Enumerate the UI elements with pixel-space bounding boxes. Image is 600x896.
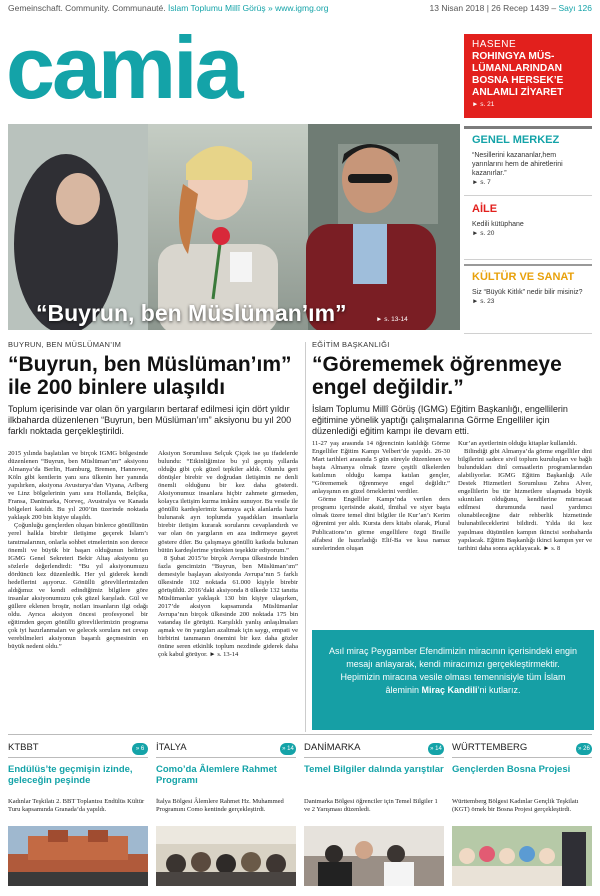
article1-kicker: BUYRUN, BEN MÜSLÜMAN’IM: [8, 340, 122, 349]
article1-page-ref[interactable]: ► s. 13-14: [209, 651, 239, 659]
teaser-text: Kadınlar Teşkilatı 2. BBT Toplantısı Endülüs Kültür Turu kapsamında Granada’da yapıldı.: [8, 798, 145, 813]
mirac-kandili-box: [312, 630, 594, 730]
teaser-text: İtalya Bölgesi Âlemlere Rahmet Hz. Muhammed Programını Como kentinde gerçekleştirdi.: [156, 798, 284, 813]
aile-text: Kedili kütüphane: [472, 221, 524, 228]
article1-title: “Buyrun, ben Müslüman’ım” ile 200 binlere ulaşıldı: [8, 353, 292, 399]
teaser-headline: Gençlerden Bosna Projesi: [452, 764, 571, 775]
article2-col3-p1: 11-27 yaş arasında 14 öğrencinin katıldığı Görme Engelliler Eğitim Kampı Velbert’de yapıldı. 26-30 Mart tarihleri arasında 5 gün süreyle düzenlenen ve başta Almanya olmak üzere çeşitli ülkelerden katılımın olduğu kampa katılan gençler, “Görememek öğrenmeye engel değildir.” anlayışının en güzel örneklerini verdiler.: [312, 440, 450, 496]
aile-page-ref: ► s. 20: [472, 230, 495, 237]
hasene-kicker: HASENE: [472, 39, 517, 50]
article2-col4-p2-text: Bilindiği gibi Almanya’da görme engelliler dini bilgilerini sadece sivil toplum kuruluşları ve bağlı bulundukları dinî cemaatlerin programlarından alabiliyorlar. IGMG Eğitim Başkanlığı Aile Destek Hizmetleri Sorumlusu Zehra Alver, engellilerin bu tür hizmetlere ulaşmada büyük sıkıntıları olduğunu, kendilerine mürracaat edilmesi durumunda nasıl yardımcı olunabileceğine dair rehberlik hizmetinde bulunabileceklerini bildirdi. Yılda iki kez yapılması düşünülen kampın ikincisi sonbaharda yapılacak. Eğitim Başkanlığı ikinci kampın yer ve tarihini daha sonra açıklayacak.: [458, 448, 592, 552]
article2-col3-p2: Görme Engelliler Kampı’nda verilen ders programı içerisinde akaid, ilmihal ve siyer başta olmak üzere temel dini bilgiler ile Kur’an’ı Kerim öğrenimi yer aldı. Kursta ders kitabı olarak, Plural Publications’ın görme engellilere özgü Braille alfabesi ile hazırladığı Elif-Ba ve kısa namaz surelerinden oluşan: [312, 496, 450, 552]
article1-col2-p1: Aksiyon Sorumlusu Selçuk Çiçek ise şu ifadelerde bulundu: “Etkinliğimize bu yıl geçmiş yıllarda olduğu gibi çok güzel tepkiler aldık. Olumlu geri dönüşler birebir ve doğrudan iletişimin ne denli önemli olduğunu bir kez daha gösterdi. Aksiyonumuz insanlara hiçbir zahmete girmeden, kolayca iletişim kurma imkânı sunuyor. Bu vesile ile gönüllü kardeşlerimiz kamuya açık alanlarda hazır bulunarak ayrı toplumda yaşadıkları insanlarla birebir iletişim kurarak sorularını cevaplandırdı ve var olan ön yargıların en aza indirmeye gayret göstere diler. Bu çalışmaya gönüllü katkıda bulunan bütün kardeşlerime yürekten teşekkür ediyorum.”: [158, 450, 298, 554]
article2-column-2: [458, 440, 592, 553]
teaser-photo: [156, 826, 296, 886]
article2-col4-p2: [458, 448, 592, 553]
teaser-section: İTALYA: [156, 742, 187, 753]
genel-merkez-text: “Nesillerini kazananlar,hem yarınlarını hem de ahiretlerini kazanırlar.”: [472, 152, 563, 177]
teaser-headline: Temel Bilgiler dalında yarıştılar: [304, 764, 444, 775]
teaser-section: DANİMARKA: [304, 742, 361, 753]
article1-column-2: [158, 450, 298, 659]
article1-col2-p2-text: 8 Şubat 2015’te birçok Avrupa ülkesinde binden fazla gencimizin “Buyrun, ben Müslüman’ım” demesiyle başlayan aksiyonda Avrupa’nın 5 farklı ülkesinde 102 noktada 61.000 kişiyle birebir görüşüldü. 2016’daki aksiyonda 8 ülkede 132 tanıtta Müslümanlar yaklaşık 130 bin kişiye ulaşırken, 2017’de aksiyon kapsamında Müslümanlar Avrupa’nın birçok ülkesinde 200 noktada 175 bin vatandaş ile görüştü. Karşılıklı yanlış anlaşılmaları aşmak ve ön yargıları azaltmak için saygı, empati ve birbirini tanımanın önemini bir kez daha gözler önüne seren etkinlik toplum nezdinde giderek daha çok kabul görüyor.: [158, 554, 298, 659]
kultur-sanat-text: Siz “Büyük Kitlık” nedir bilir misiniz?: [472, 289, 583, 296]
teaser-danimarka[interactable]: [304, 742, 444, 886]
masthead-strip: [8, 2, 592, 16]
camia-logo: camia: [6, 18, 241, 117]
article2-lead: İslam Toplumu Millî Görüş (IGMG) Eğitim Başkanlığı, engellilerin eğitimine yönelik yaptığı çalışmalarına Görme Engelliler için düzenlediği eğitim kampı ile devam etti.: [312, 404, 568, 436]
article1-lead: Toplum içerisinde var olan ön yargıların bertaraf edilmesi için dört yıldır ilkbaharda düzenlenen “Buyrun, ben Müslüman’ım” aksiyonu bu yıl 200 farklı noktada gerçekleştirildi.: [8, 404, 292, 436]
teaser-headline: Endülüs’te geçmişin izinde, geleceğin peşinde: [8, 764, 133, 786]
tagline: Gemeinschaft. Community. Communauté.: [8, 3, 166, 13]
genel-merkez-page-ref: ► s. 7: [472, 179, 491, 186]
article1-column-1: [8, 450, 148, 651]
teaser-page-badge: » 14: [428, 743, 444, 755]
genel-merkez-box[interactable]: [464, 126, 592, 196]
teaser-section: KTBBT: [8, 742, 39, 753]
issue-number: Sayı 126: [558, 3, 592, 13]
teaser-photo: [452, 826, 592, 886]
genel-merkez-category: GENEL MERKEZ: [472, 134, 560, 146]
hero-page-ref[interactable]: ► s. 13-14: [376, 316, 408, 323]
hero-photo[interactable]: [8, 124, 460, 330]
article2-col4-p1: Kur’an ayetlerinin olduğu kitaplar kullanıldı.: [458, 440, 578, 447]
teaser-header: [156, 742, 296, 758]
teaser-header: [8, 742, 148, 758]
teaser-ktbbt[interactable]: [8, 742, 148, 886]
quote-bold: Miraç Kandili: [421, 685, 478, 695]
article1-col1-p1: 2015 yılında başlatılan ve birçok IGMG bölgesinde düzenlenen “Buyrun, ben Müslüman’ım” aksiyonu Almanya’da Berlin, Hamburg, Bremen, Hannover, Köln gibi kentlerin yanı sıra ülkenin her yanında yapılırken, aksiyona Avusturya’dan Viyana, Arlberg ve Linz bölgelerinin yanı sıra Hollanda, Belçika, Fransa, Danimarka, Norveç, Avustralya ve Kanada bölgeleri katıldı. Bu yıl 200’ün üzerinde noktada yaklaşık 200 bin kişiye ulaşıldı.: [8, 450, 148, 522]
masthead-right: 13 Nisan 2018 | 26 Recep 1439 – Sayı 126: [429, 3, 592, 13]
org-line[interactable]: İslam Toplumu Millî Görüş » www.igmg.org: [168, 3, 329, 13]
kultur-sanat-category: KÜLTÜR VE SANAT: [472, 271, 575, 283]
article2-page-ref[interactable]: ► s. 8: [543, 544, 561, 552]
quote-tail: ’ni kutlarız.: [477, 685, 521, 695]
masthead-left: [8, 3, 328, 13]
article-buyrun: [8, 340, 298, 437]
teaser-text: Württemberg Bölgesi Kadınlar Gençlik Teşkilatı (KGT) örnek bir Bosna Projesi gerçekleştirdi.: [452, 798, 579, 813]
hasene-box[interactable]: [464, 34, 592, 118]
article2-kicker: EĞİTİM BAŞKANLIĞI: [312, 340, 390, 349]
article1-col1-p2: Çoğunluğu gençlerden oluşan binlerce gönüllünün yerel halkla birebir iletişime geçerek İslam’ı tanıtmalarının, onlarla sohbet etmelerinin son derece önemli ve büyük bir başarı olduğunun belirten IGMG Genel Sekreteri Bekir Altaş aksiyonu şu sözlerle değerlendirdi: “Bu yıl aksiyonumuzu dördüncü kez düzenledik. Her yıl giderek kendi hedeflerini aşıyoruz. Gönüllü görevlilerimizden aldığımız ve kendi edindiğimiz bilgilere göre insanlar aksiyonumuzu çok güzel karşıladı. Gül ve güllere eklenen broşür, notları insanların ilgi odağı oldu. Ayrıca aksiyon öncesi profesyonel bir eğitimden geçen gönüllü görevlilerimizin programa çok iyi hazırlanmaları ve gelecek sorulara net cevap verebilmeleri aksiyonun başarılı geçmesinin en büyük nedeni oldu.”: [8, 522, 148, 651]
hero-headline: “Buyrun, ben Müslüman’ım”: [36, 300, 347, 326]
quote-text: Asıl miraç Peygamber Efendimizin miracının içerisindeki engin mesajı anlayarak, kendi miracımızı gerçekleştirmektir. Hepimizin miracına vesile olması temennisiyle tüm İslam âleminin: [328, 646, 578, 695]
aile-box[interactable]: [464, 198, 592, 260]
teaser-section: WÜRTTEMBERG: [452, 742, 528, 753]
teaser-headline: Como’da Âlemlere Rahmet Programı: [156, 764, 277, 786]
bottom-divider: [8, 734, 592, 735]
teaser-wurttemberg[interactable]: [452, 742, 592, 886]
kultur-sanat-page-ref: ► s. 23: [472, 298, 495, 305]
article2-title: “Görememek öğrenmeye engel değildir.”: [312, 353, 562, 399]
teaser-page-badge: » 26: [576, 743, 592, 755]
kultur-sanat-box[interactable]: [464, 264, 592, 334]
teaser-page-badge: » 14: [280, 743, 296, 755]
teaser-photo: [8, 826, 148, 886]
issue-date: 13 Nisan 2018 | 26 Recep 1439: [429, 3, 549, 13]
teaser-text: Danimarka Bölgesi öğrenciler için Temel Bilgiler 1 ve 2 Yarışması düzenledi.: [304, 798, 438, 813]
hasene-title: ROHINGYA MÜS-LÜMANLARINDAN BOSNA HERSEK’E ANLAMLI ZİYARET: [472, 51, 564, 98]
teaser-photo: [304, 826, 444, 886]
aile-category: AİLE: [472, 203, 498, 215]
column-divider: [305, 342, 306, 732]
article-egitim: [312, 340, 594, 437]
article1-col2-p2: [158, 555, 298, 660]
teaser-header: [452, 742, 592, 758]
teaser-page-badge: » 6: [132, 743, 148, 755]
teaser-header: [304, 742, 444, 758]
hasene-page-ref: ► s. 21: [472, 101, 495, 108]
teaser-italya[interactable]: [156, 742, 296, 886]
article2-column-1: [312, 440, 450, 553]
